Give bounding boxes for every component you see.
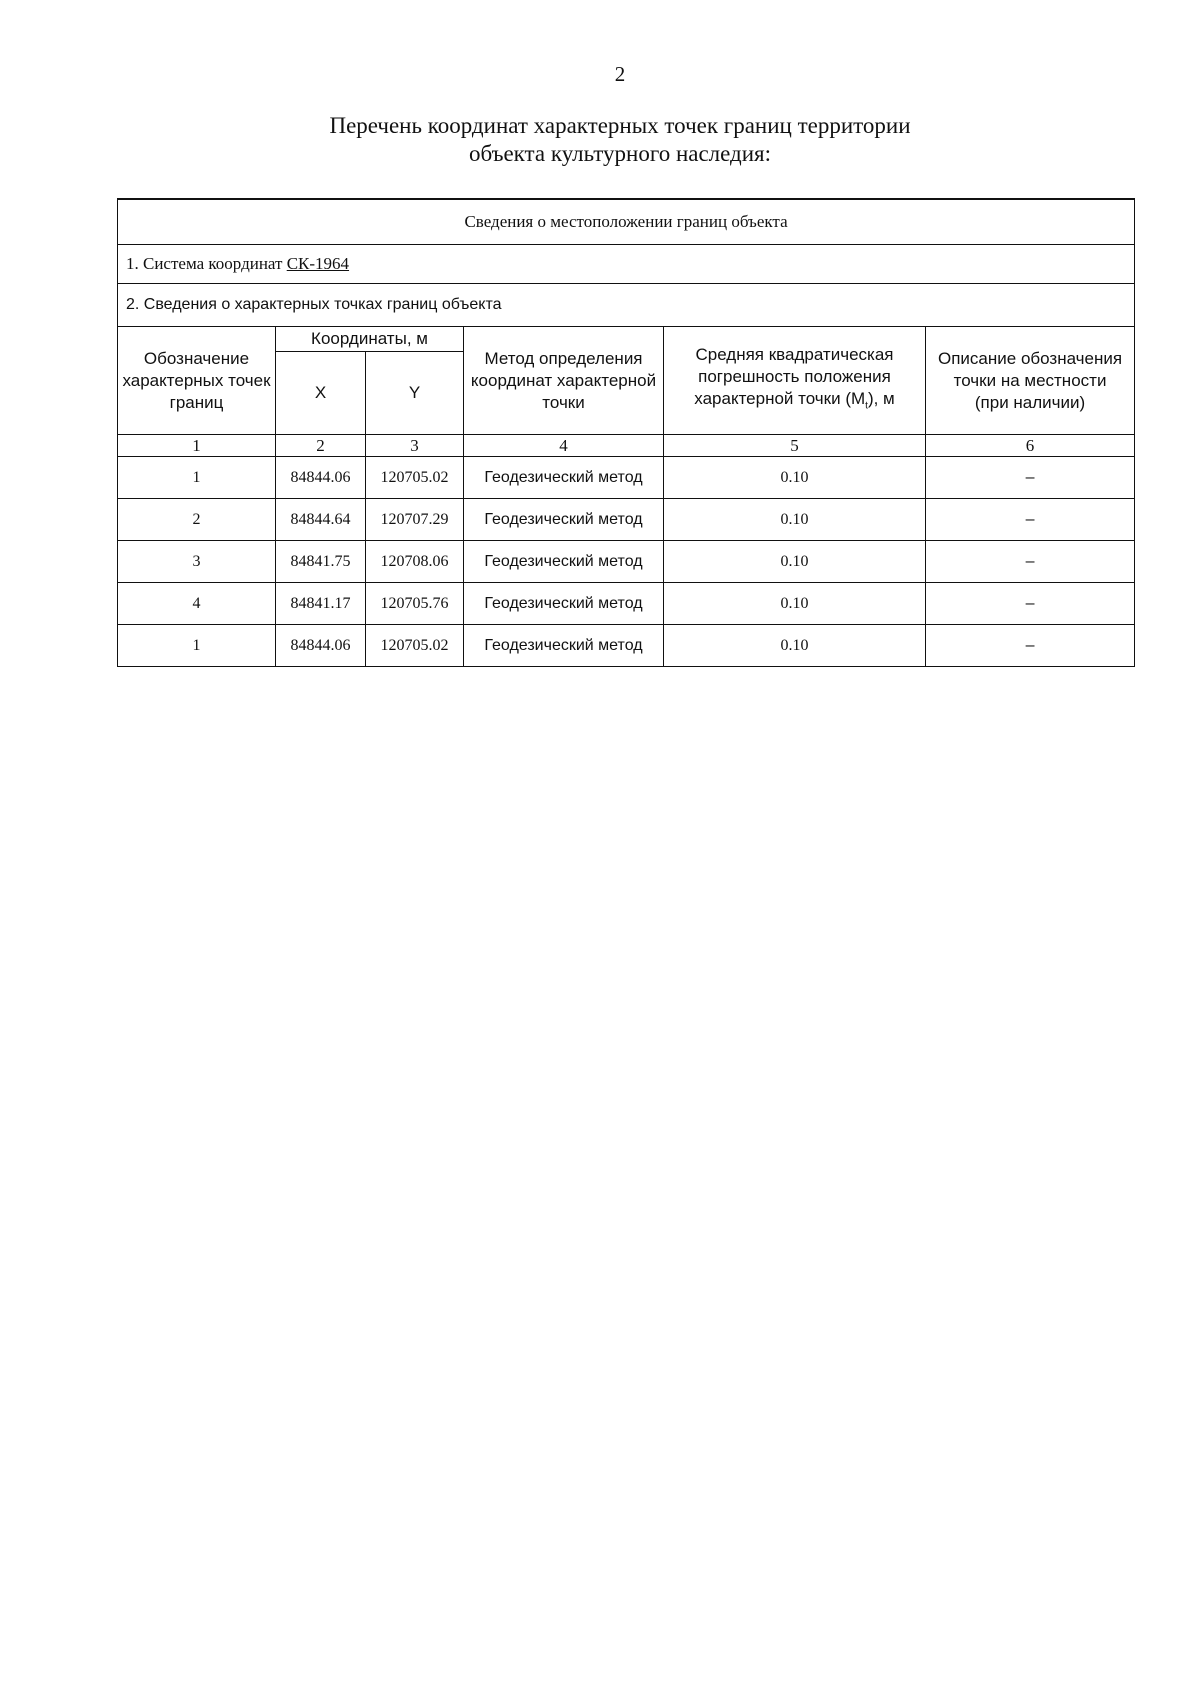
description-cell: – (926, 583, 1135, 625)
header-method: Метод определения координат характерной точки (464, 327, 664, 435)
table-row (118, 541, 1135, 583)
header-designation: Обозначение характерных точек границ (118, 327, 276, 435)
point-cell: 1 (118, 625, 276, 667)
method-cell: Геодезический метод (464, 457, 664, 499)
point-cell: 2 (118, 499, 276, 541)
coord-system-line (118, 245, 1135, 284)
column-number-3: 3 (366, 435, 464, 457)
x-cell: 84844.06 (276, 625, 366, 667)
y-cell: 120707.29 (366, 499, 464, 541)
document-title (0, 112, 1200, 168)
column-number-2: 2 (276, 435, 366, 457)
description-cell: – (926, 625, 1135, 667)
x-cell: 84844.64 (276, 499, 366, 541)
point-cell: 3 (118, 541, 276, 583)
table-row (118, 457, 1135, 499)
column-number-row (118, 435, 1135, 457)
method-cell: Геодезический метод (464, 583, 664, 625)
header-x: X (276, 352, 366, 435)
header-description: Описание обозначения точки на местности (при наличии) (926, 327, 1135, 435)
title-line-2: объекта культурного наследия: (468, 141, 772, 166)
header-accuracy-suffix: ), м (867, 388, 895, 408)
y-cell: 120708.06 (366, 541, 464, 583)
method-cell: Геодезический метод (464, 625, 664, 667)
section-header: Сведения о местоположении границ объекта (118, 199, 1135, 245)
accuracy-cell: 0.10 (664, 457, 926, 499)
column-number-1: 1 (118, 435, 276, 457)
coord-system-label: 1. Система координат (126, 254, 287, 273)
point-cell: 1 (118, 457, 276, 499)
table-row (118, 499, 1135, 541)
header-y: Y (366, 352, 464, 435)
method-cell: Геодезический метод (464, 499, 664, 541)
accuracy-cell: 0.10 (664, 541, 926, 583)
column-number-6: 6 (926, 435, 1135, 457)
points-info-line: 2. Сведения о характерных точках границ объекта (118, 284, 1135, 327)
header-accuracy-sub: t (865, 400, 868, 412)
description-cell: – (926, 541, 1135, 583)
description-cell: – (926, 457, 1135, 499)
page-number: 2 (614, 62, 626, 86)
x-cell: 84841.75 (276, 541, 366, 583)
accuracy-cell: 0.10 (664, 625, 926, 667)
data-rows (118, 457, 1135, 667)
header-accuracy-prefix: Средняя квадратическая погрешность положения характерной точки (M (694, 344, 894, 408)
header-accuracy (664, 327, 926, 435)
accuracy-cell: 0.10 (664, 583, 926, 625)
y-cell: 120705.02 (366, 457, 464, 499)
column-number-5: 5 (664, 435, 926, 457)
coordinates-table (117, 198, 1135, 667)
title-line-1: Перечень координат характерных точек границ территории (329, 113, 911, 138)
header-coordinates: Координаты, м (276, 327, 464, 352)
table-row (118, 625, 1135, 667)
coord-system-code: СК-1964 (286, 254, 350, 273)
y-cell: 120705.02 (366, 625, 464, 667)
method-cell: Геодезический метод (464, 541, 664, 583)
x-cell: 84841.17 (276, 583, 366, 625)
point-cell: 4 (118, 583, 276, 625)
x-cell: 84844.06 (276, 457, 366, 499)
description-cell: – (926, 499, 1135, 541)
accuracy-cell: 0.10 (664, 499, 926, 541)
y-cell: 120705.76 (366, 583, 464, 625)
column-number-4: 4 (464, 435, 664, 457)
table-row (118, 583, 1135, 625)
